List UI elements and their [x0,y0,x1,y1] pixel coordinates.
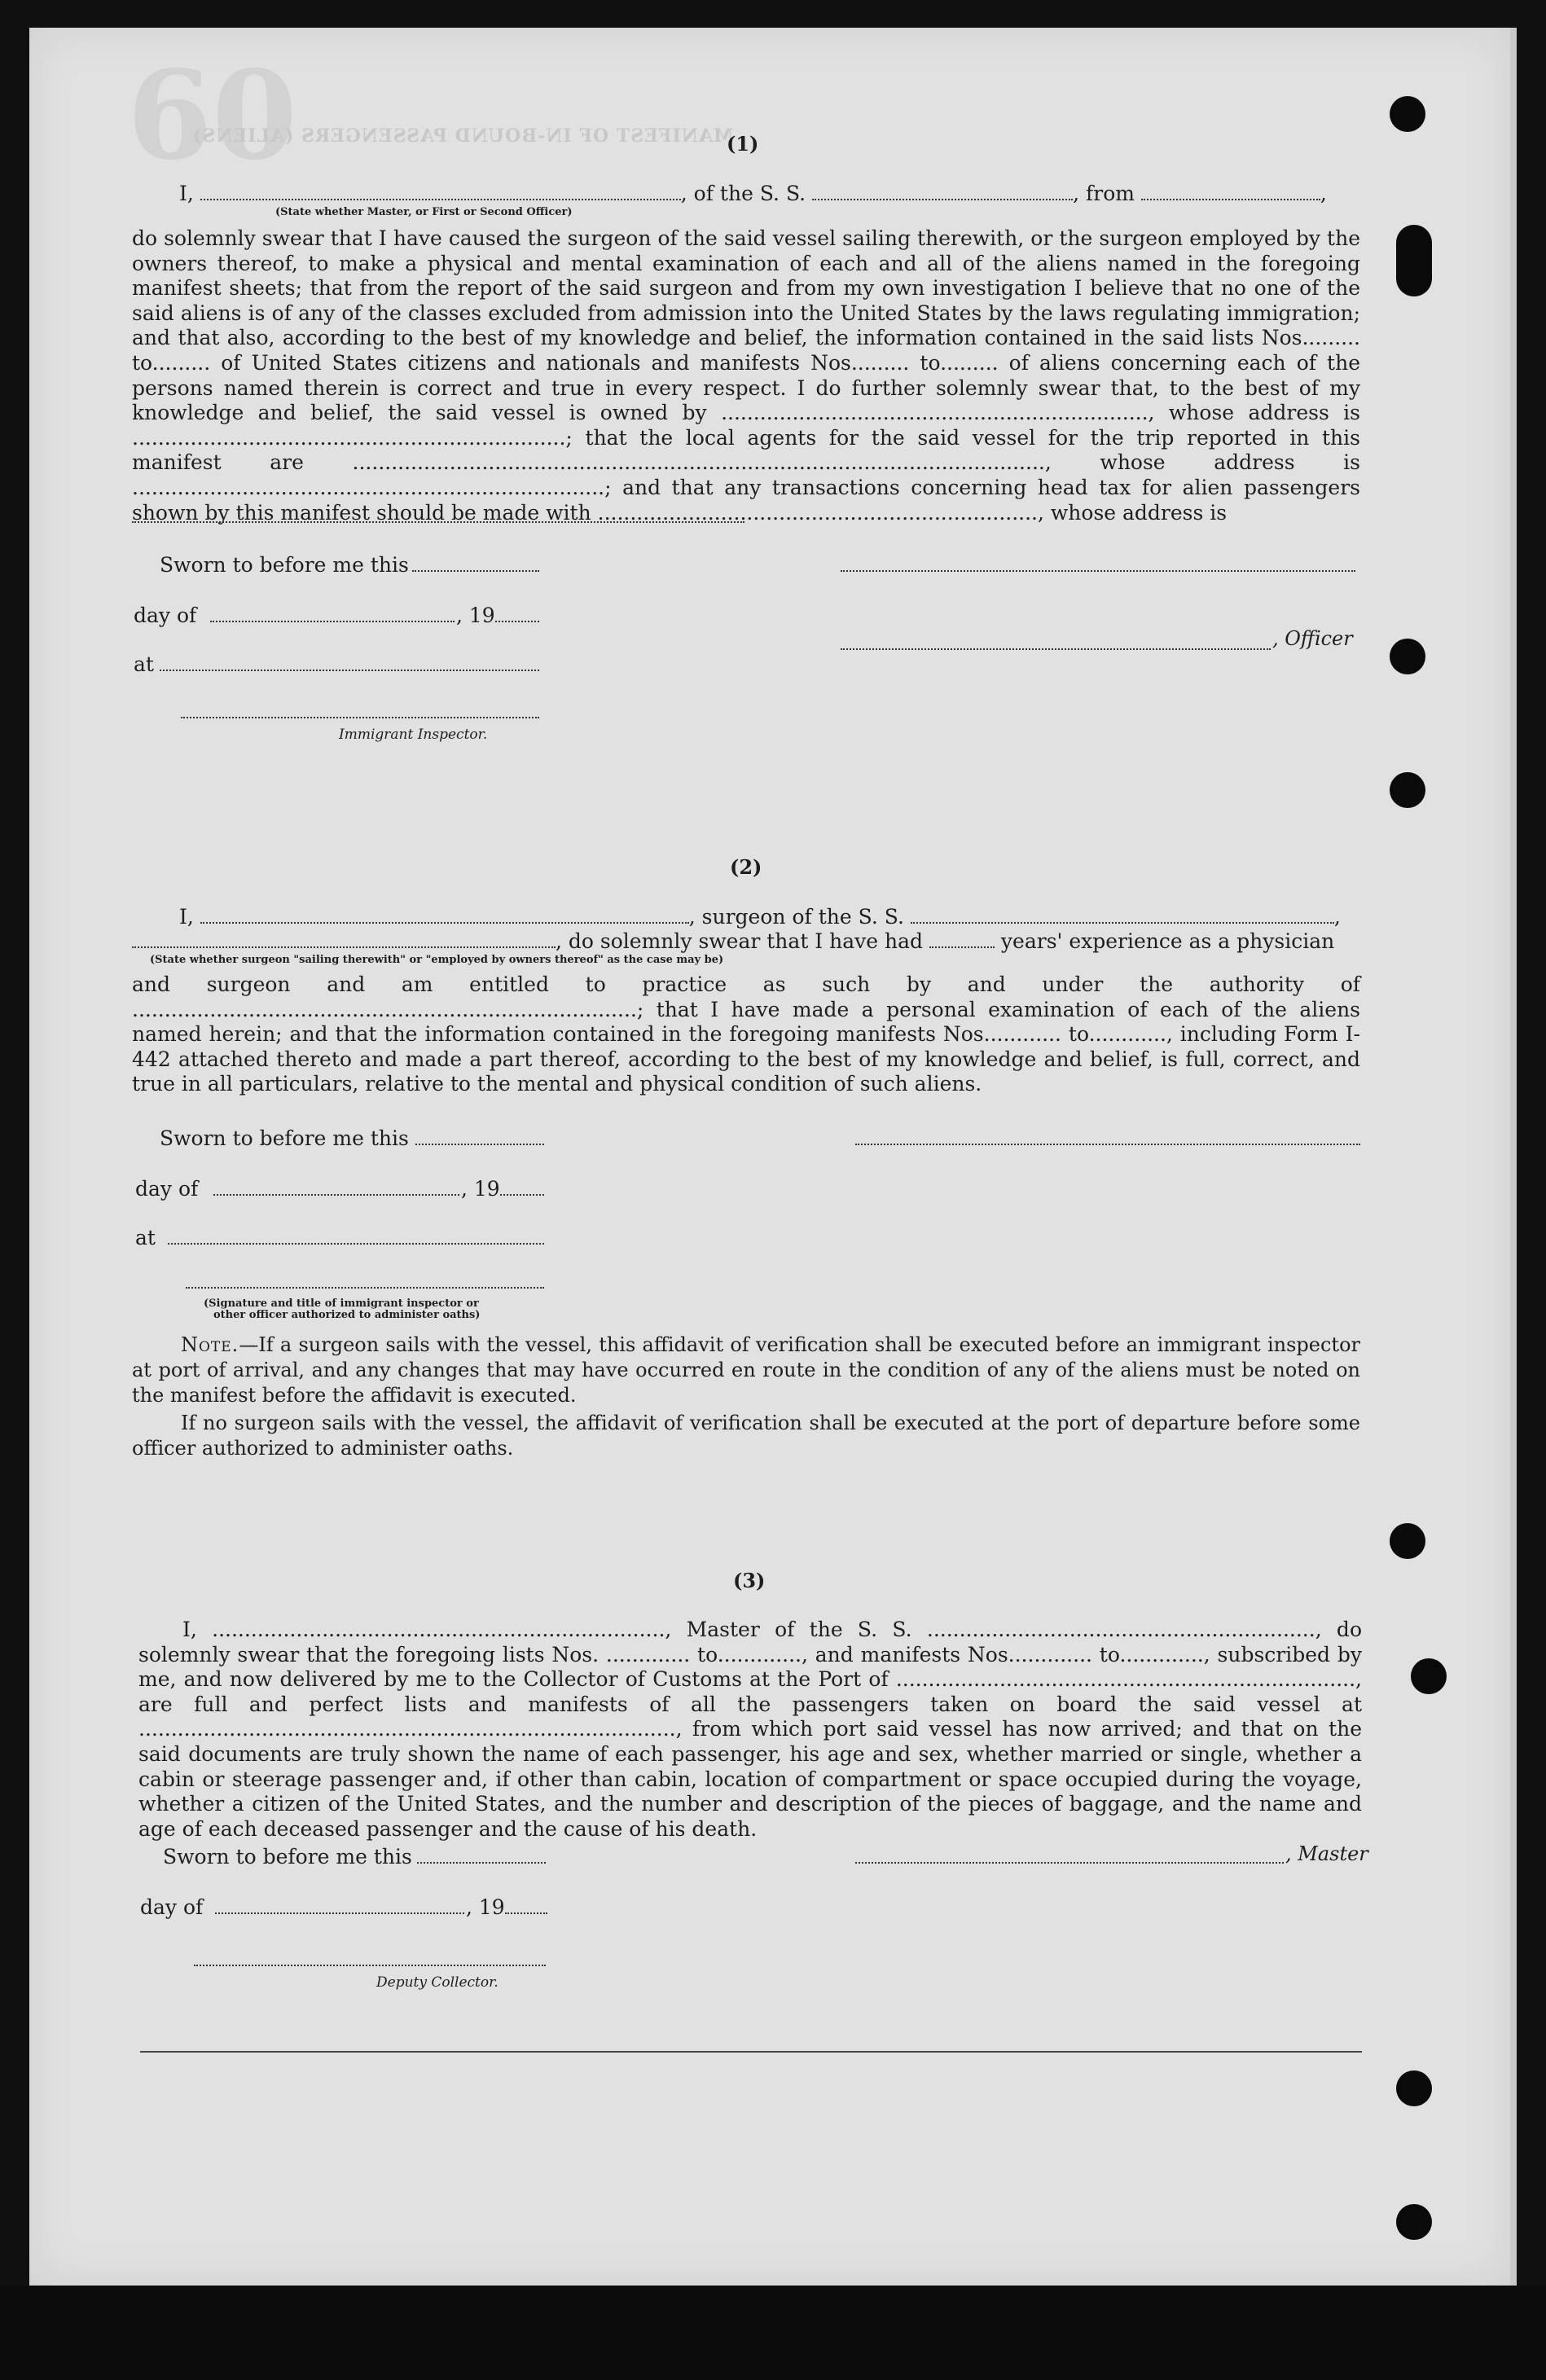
s1-year: , 19 [456,604,495,627]
s2-sig-note-2: other officer authorized to administer oaths) [213,1309,481,1321]
s3-day-of: day of [140,1895,204,1919]
s3-master-line [855,1862,1284,1864]
s2-day-of: day of [135,1177,199,1201]
scan-edge [0,2286,1546,2380]
s1-sworn-line [412,570,539,572]
s2-at-line [168,1243,544,1245]
stamp-number: 60 [127,44,297,187]
s2-inspector-line [186,1287,544,1289]
s2-at: at [135,1226,156,1249]
section2-body: and surgeon and am entitled to practice as such by and under the authority of ..............................................................................; that I have made a personal examination of each of the aliens named herein; and that the information contained in the foregoing manifests Nos............ to............, including Form I-442 attached thereto and made a part thereof, according to the best of my knowledge and belief, is full, correct, and true in all particulars, relative to the mental and physical condition of such aliens. [132,973,1360,1096]
s1-day-line [210,621,455,622]
s1-inspector-line [181,717,539,718]
s2-sig-line [855,1144,1360,1145]
s3-year: , 19 [466,1895,505,1919]
punch-hole [1396,225,1432,296]
punch-hole [1396,2070,1432,2106]
s1-inspector-label: Immigrant Inspector. [339,727,488,743]
s1-day-of: day of [134,604,197,627]
s3-sworn: Sworn to before me this [163,1845,412,1868]
s1-officer-line [841,648,1271,650]
s3-master-label: , Master [1285,1842,1368,1865]
s1-from-label: , from [1073,182,1135,205]
s1-year-line [495,621,539,622]
punch-hole [1396,2204,1432,2240]
s1-ss-label: , of the S. S. [680,182,806,205]
s2-note-label: Note. [181,1333,239,1356]
s2-day-line [213,1194,459,1196]
s2-note-under: (State whether surgeon "sailing therewith" or "employed by owners thereof" as the case may be) [150,954,724,966]
section3-heading: (3) [733,1569,766,1592]
punch-hole [1390,639,1425,674]
s2-sig-note-1: (Signature and title of immigrant inspector or [204,1298,479,1310]
s1-at-line [160,670,539,671]
s3-sworn-line [417,1862,546,1864]
s2-sworn: Sworn to before me this [160,1126,409,1150]
s2-note [132,1333,1360,1408]
section2-line2 [132,929,1362,954]
s1-at: at [134,652,154,676]
s3-day-line [215,1912,464,1914]
punch-hole [1390,772,1425,808]
punch-hole [1411,1658,1447,1694]
s1-officer-label: , Officer [1272,627,1353,650]
section1-line1 [179,181,1360,206]
s2-note-body: —If a surgeon sails with the vessel, this affidavit of verification shall be executed before an immigrant inspector at port of arrival, and any changes that may have occurred en route in the condition of any of the aliens must be noted on the manifest before the affidavit is executed. [132,1333,1360,1407]
s2-years: years' experience as a physician [1000,929,1335,953]
s2-ss-label: , surgeon of the S. S. [688,905,904,929]
s3-year-line [505,1912,547,1914]
s1-note-under: (State whether Master, or First or Second Officer) [275,206,573,218]
section2-heading: (2) [730,855,762,879]
section1-body: do solemnly swear that I have caused the surgeon of the said vessel sailing therewith, or the surgeon employed by the owners thereof, to make a physical and mental examination of each and all of the aliens named in the foregoing manifest sheets; that from the report of the said surgeon and from my own investigation I believe that no one of the said aliens is of any of the classes excluded from admission into the United States by the laws regulating immigration; and that also, according to the best of my knowledge and belief, the information contained in the said lists Nos......... to......... of United States citizens and nationals and manifests Nos......... to......... of aliens concerning each of the persons named therein is correct and true in every respect. I do further solemnly swear that, to the best of my knowledge and belief, the said vessel is owned by .................................................................., whose address is ...................................................................; that the local agents for the said vessel for the trip reported in this manifest are ..........................................................................................................., whose address is .........................................................................; and that any transactions concerning head tax for alien passengers shown by this manifest should be made with ...................................................................., whose address is [132,226,1360,525]
s2-i-label: I, [179,905,194,929]
section2-line1 [179,904,1360,929]
punch-hole [1390,1523,1425,1559]
s2-note-2: If no surgeon sails with the vessel, the affidavit of verification shall be executed at the port of departure before some officer authorized to administer oaths. [132,1412,1360,1460]
s1-i-label: I, [179,182,194,205]
stamp-title: MANIFEST OF IN-BOUND PASSENGERS (ALIENS) [192,125,734,147]
s3-collector-label: Deputy Collector. [376,1974,498,1991]
s2-comma: , [1333,905,1341,929]
s2-swear: , do solemnly swear that I have had [556,929,924,953]
punch-hole [1390,96,1425,132]
s1-address-line [132,521,744,523]
section3-body: I, ......................................................................, Master of the S. S. ............................................................, do solemnly swear that the foregoing lists Nos. ............. to............., and manifests Nos............. to............., subscribed by me, and now delivered by me to the Collector of Customs at the Port of ......................................................................., are full and perfect lists and manifests of all the passengers taken on board the said vessel at ..................................................................................., from which port said vessel has now arrived; and that on the said documents are truly shown the name of each passenger, his age and sex, whether married or single, whether a cabin or steerage passenger and, if other than cabin, location of compartment or space occupied during the voyage, whether a citizen of the United States, and the number and description of the pieces of baggage, and the name and age of each deceased passenger and the cause of his death. [138,1618,1362,1841]
s2-year-line [500,1194,544,1196]
s2-sworn-line [415,1144,544,1145]
section1-heading: (1) [727,132,759,156]
s2-year: , 19 [461,1177,500,1201]
s1-comma: , [1320,182,1327,205]
bottom-rule [140,2051,1362,2053]
s3-collector-line [194,1965,546,1966]
s1-officer-sig-line [841,570,1355,572]
s1-sworn: Sworn to before me this [160,553,409,577]
